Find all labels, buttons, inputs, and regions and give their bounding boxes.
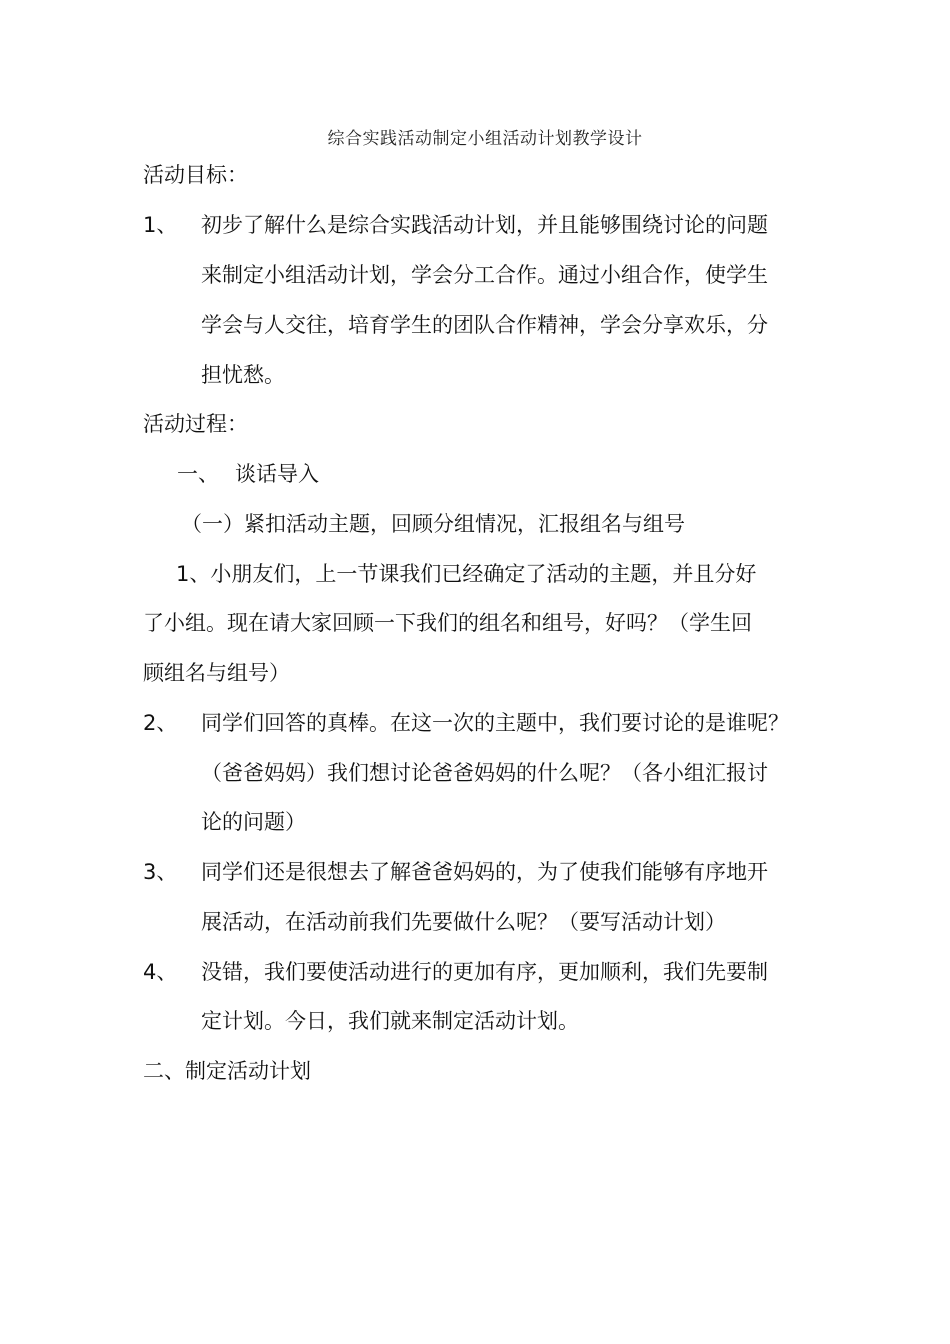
goal-item-line: 初步了解什么是综合实践活动计划，并且能够围绕讨论的问题	[201, 213, 768, 237]
goals-heading: 活动目标：	[143, 163, 248, 187]
goal-item-line: 担忧愁。	[201, 363, 285, 387]
item2-line: （爸爸妈妈）我们想讨论爸爸妈妈的什么呢？（各小组汇报讨	[201, 761, 768, 785]
para1-line: 了小组。现在请大家回顾一下我们的组名和组号，好吗？（学生回	[143, 611, 752, 635]
section2-heading: 二、制定活动计划	[143, 1059, 311, 1083]
item3-number: 3、	[143, 860, 178, 884]
goal-item-line: 学会与人交往，培育学生的团队合作精神，学会分享欢乐，分	[201, 313, 768, 337]
document-title: 综合实践活动制定小组活动计划教学设计	[327, 129, 643, 149]
subsection1-heading: （一）紧扣活动主题，回顾分组情况，汇报组名与组号	[181, 512, 685, 536]
item4-line: 定计划。今日，我们就来制定活动计划。	[201, 1009, 579, 1033]
goal-item-line: 来制定小组活动计划，学会分工合作。通过小组合作，使学生	[201, 263, 768, 287]
para1-line: 顾组名与组号）	[143, 661, 290, 685]
item2-line: 论的问题）	[201, 810, 306, 834]
process-heading: 活动过程：	[143, 412, 248, 436]
section1-number: 一、	[177, 462, 219, 486]
item3-line: 同学们还是很想去了解爸爸妈妈的，为了使我们能够有序地开	[201, 860, 768, 884]
item2-line: 同学们回答的真棒。在这一次的主题中，我们要讨论的是谁呢？	[201, 711, 789, 735]
para1-line: 1、小朋友们，上一节课我们已经确定了活动的主题，并且分好	[176, 562, 757, 586]
section1-label: 谈话导入	[235, 462, 319, 486]
item2-number: 2、	[143, 711, 178, 735]
item4-line: 没错，我们要使活动进行的更加有序，更加顺利，我们先要制	[201, 960, 768, 984]
goal-item-number: 1、	[143, 213, 178, 237]
item4-number: 4、	[143, 960, 178, 984]
item3-line: 展活动，在活动前我们先要做什么呢？（要写活动计划）	[201, 910, 726, 934]
